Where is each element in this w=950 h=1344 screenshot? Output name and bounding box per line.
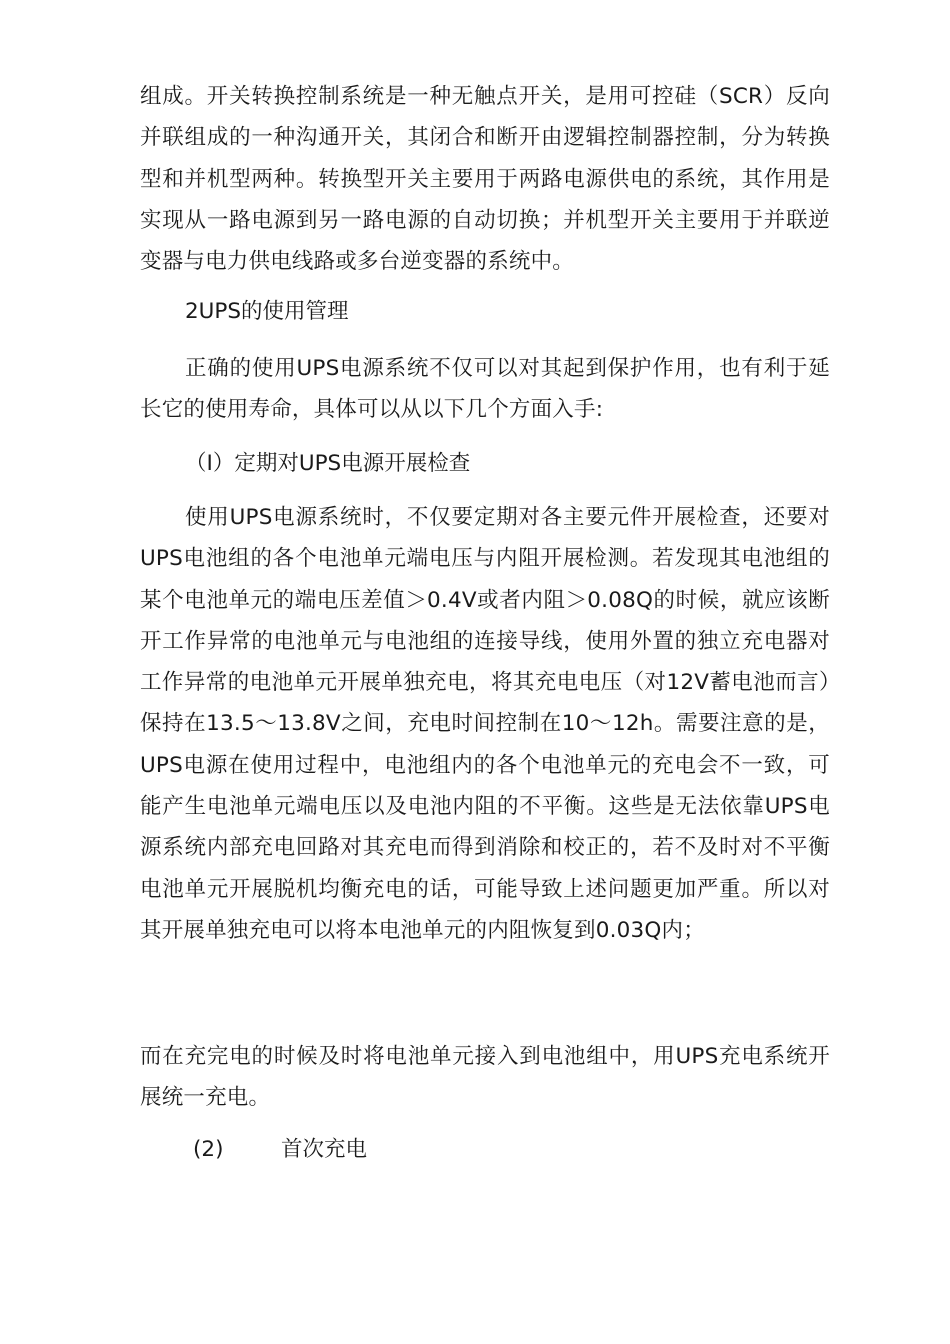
paragraph-switch-control: 组成。开关转换控制系统是一种无触点开关，是用可控硅（SCR）反向并联组成的一种沟通开关，其闭合和断开由逻辑控制器控制，分为转换型和并机型两种。转换型开关主要用于两路电源供电的系统，其作用是实现从一路电源到另一路电源的自动切换；并机型开关主要用于并联逆变器与电力供电线路或多台逆变器的系统中。 [140,84,830,275]
paragraph-ups-usage-intro: 正确的使用UPS电源系统不仅可以对其起到保护作用，也有利于延长它的使用寿命，具体可以从以下几个方面入手: [140,356,830,423]
subheading-first-charge-text: 首次充电 [281,1137,368,1162]
paragraph-unified-charging: 而在充完电的时候及时将电池单元接入到电池组中，用UPS充电系统开展统一充电。 [140,1044,830,1111]
section-heading-ups-management: 2UPS的使用管理 [185,299,349,324]
subheading-first-charge [193,1129,367,1170]
subheading-first-charge-number: (2) [193,1137,224,1162]
paragraph-battery-inspection: 使用UPS电源系统时，不仅要定期对各主要元件开展检查，还要对UPS电池组的各个电池单元端电压与内阻开展检测。若发现其电池组的某个电池单元的端电压差值＞0.4V或者内阻＞0.08Q的时候，就应该断开工作异常的电池单元与电池组的连接导线，使用外置的独立充电器对工作异常的电池单元开展单独充电，将其充电电压（对12V蓄电池而言）保持在13.5〜13.8V之间，充电时间控制在10〜12h。需要注意的是，UPS电源在使用过程中，电池组内的各个电池单元的充电会不一致，可能产生电池单元端电压以及电池内阻的不平衡。这些是无法依靠UPS电源系统内部充电回路对其充电而得到消除和校正的，若不及时对不平衡电池单元开展脱机均衡充电的话，可能导致上述问题更加严重。所以对其开展单独充电可以将本电池单元的内阻恢复到0.03Q内； [140,505,830,943]
subheading-periodic-inspection: （I）定期对UPS电源开展检查 [185,451,471,476]
